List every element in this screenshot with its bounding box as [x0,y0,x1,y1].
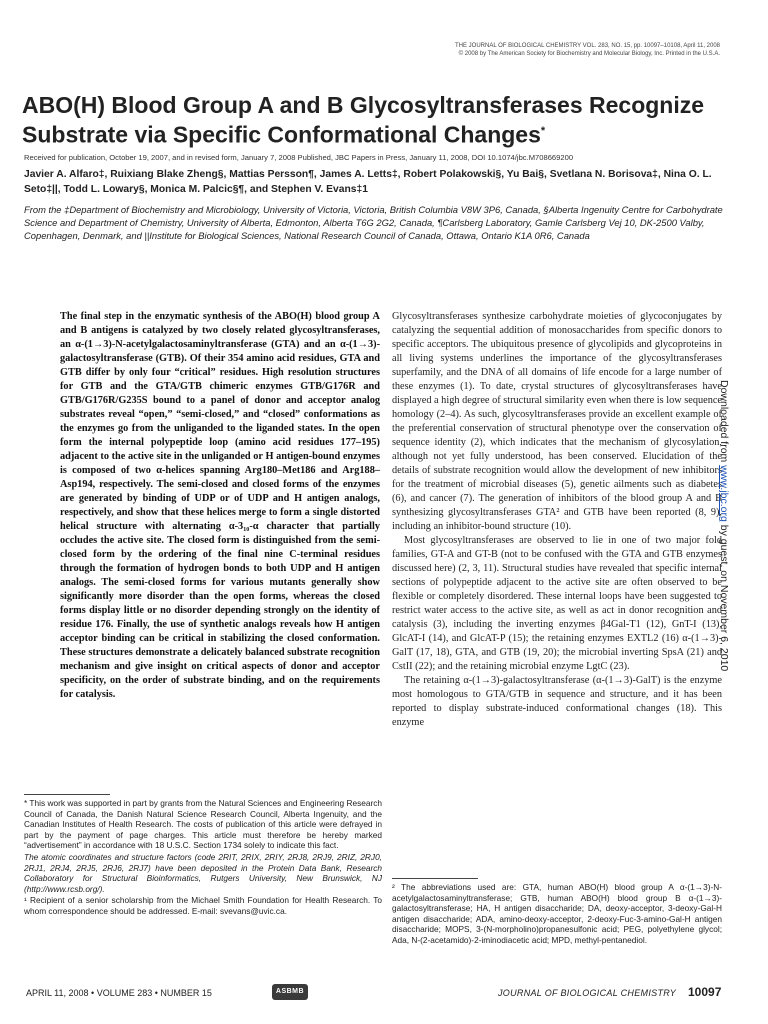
correspondence-footnote: ¹ Recipient of a senior scholarship from the Michael Smith Foundation for Health Research. To whom correspondence should be addressed. E-mail: svevans@uvic.ca. [24,895,382,916]
affiliations: From the ‡Department of Biochemistry and Microbiology, University of Victoria, Victoria, British Columbia V8W 3P6, Canada, §Alberta Ingenuity Centre for Carbohydrate Science and Department of Chemistry, University of Alberta, Edmonton, Alberta T6G 2G2, Canada, ¶Carlsberg Laboratory, Gamle Carlsberg Vej 10, DK-2500 Valby, Copenhagen, Denmark, and ||Institute for Biological Sciences, National Research Council of Canada, Ottawa, Ontario K1A 0R6, Canada [24,204,723,241]
title-footnote-mark: * [540,125,546,137]
coordinates-footnote: The atomic coordinates and structure factors (code 2RIT, 2RIX, 2RIY, 2RJ8, 2RJ9, 2RIZ, 2RJ0, 2RJ1, 2RJ4, 2RJ5, 2RJ6, 2RJ7) have been deposited in the Protein Data Bank, Research Collaboratory for Structural Bioinformatics, Rutgers University, New Brunswick, NJ (http://www.rcsb.org/). [24,851,382,894]
received-dates: Received for publication, October 19, 2007, and in revised form, January 7, 2008 Published, JBC Papers in Press, January 11, 2008, DOI 10.1074/jbc.M708669200 [24,153,574,162]
download-side-note [718,380,730,820]
journal-name: JOURNAL OF BIOLOGICAL CHEMISTRY [498,988,677,998]
download-prefix: Downloaded from [718,380,730,466]
abstract-text: The final step in the enzymatic synthesis of the ABO(H) blood group A and B antigens is catalyzed by two closely related glycosyltransferases, an α-(1→3)-N-acetylgalactosaminyltransferase (GTA) and an α-(1→3)-galactosyltransferase (GTB). Of their 354 amino acid residues, GTA and GTB differ by only four “critical” residues. High resolution structures for GTB and the GTA/GTB chimeric enzymes GTB/G176R and GTB/G176R/G235S bound to a panel of donor and acceptor analog substrates reveal “open,” “semi-closed,” and “closed” conformations as the enzymes go from the unliganded to the liganded states. In the open form the internal polypeptide loop (amino acid residues 177–195) adjacent to the active site in the unliganded or H antigen-bound enzymes is composed of two α-helices spanning Arg180–Met186 and Arg188–Asp194, respectively. The semi-closed and closed forms of the enzymes are generated by binding of UDP or of UDP and H antigen analogs, respectively, and show that these helices merge to form a single distorted helical structure with alternating α-3₁₀-α character that partially occludes the active site. The closed form is distinguished from the semi-closed form by the ordering of the final nine C-terminal residues through the formation of hydrogen bonds to both UDP and H antigen analogs. The semi-closed forms for various mutants generally show significantly more disorder than the open forms, whereas the closed forms display little or no disorder depending strongly on the identity of residue 176. Finally, the use of synthetic analogs reveals how H antigen acceptor binding can be critical in stabilizing the closed conformation. These structures demonstrate a delicately balanced substrate recognition mechanism and give insight on critical aspects of donor and acceptor specificity, on the order of substrate binding, and on the requirements for catalysis. [60,311,380,700]
abbreviations-footnote: ² The abbreviations used are: GTA, human ABO(H) blood group A α-(1→3)-N-acetylgalactosaminyltransferase; GTB, human ABO(H) blood group B α-(1→3)-galactosyltransferase; HA, H antigen disaccharide; DA, deoxy-acceptor, 3-deoxy-Gal-H antigen disaccharide; ADA, amino-deoxy-acceptor, 2-deoxy-Fuc-3-amino-Gal-H antigen disaccharide; MOPS, 3-(N-morpholino)propanesulfonic acid; PEG, polyethylene glycol; Ada, N-(2-acetamido)-2-iminodiacetic acid; MPD, methyl-pentanediol. [392,882,722,945]
journal-citation-line: THE JOURNAL OF BIOLOGICAL CHEMISTRY VOL. 283, NO. 15, pp. 10097–10108, April 11, 2008 [454,43,720,49]
author-list: Javier A. Alfaro‡, Ruixiang Blake Zheng§, Mattias Persson¶, James A. Letts‡, Robert Polakowski§, Yu Bai§, Svetlana N. Borisova‡, Nina O. L. Seto‡||, Todd L. Lowary§, Monica M. Palcic§¶, and Stephen V. Evans‡1 [24,169,712,195]
intro-paragraph-3: The retaining α-(1→3)-galactosyltransferase (α-(1→3)-GalT) is the enzyme most homologous to GTA/GTB in sequence and structure, and it has been reported to display substrate-induced conformational changes (18). This enzyme [392,675,722,728]
title-line-1: ABO(H) Blood Group A and B Glycosyltransferases Recognize [22,92,705,118]
running-header [455,42,720,58]
journal-site-link[interactable]: www.jbc.org [718,465,730,522]
issue-info: APRIL 11, 2008 • VOLUME 283 • NUMBER 15 [26,988,212,998]
page-number: 10097 [688,985,722,999]
publisher-logo: ASBMB [272,984,308,1000]
abstract [60,310,380,702]
download-suffix: by guest, on November 6, 2010 [718,521,730,672]
footnote-divider [24,794,110,795]
article-title [22,92,742,148]
title-line-2 [22,118,742,148]
footnote-divider-right [392,878,478,879]
intro-paragraph-1: Glycosyltransferases synthesize carbohydrate moieties of glycoconjugates by catalyzing the sequential addition of monosaccharides from specific donors to specific acceptors. The ubiquitous presence of glycolipids and glycoproteins in all living systems underlines the importance of the glycosyltransferases superfamily, and the DNA of all domains of life encode for a large number of these enzymes (1). To date, crystal structures of glycosyltransferases have displayed a high degree of structural similarity even when there is low sequence homology (2–4). As such, glycosyltransferases provide an excellent example of the preferential conservation of structural phenotype over the conservation of sequence identity (2), which indicates that the mechanism of glycosylation, although not yet fully understood, has been conserved. Elucidation of the details of substrate recognition would allow the development of new inhibitors for the treatment of microbial diseases (5), genetic ailments such as diabetes (6), and cancer (7). The generation of inhibitors of the blood group A and B synthesizing glycosyltransferases GTA² and GTB have been reported (8, 9), including an inhibitor-bound structure (10). [392,311,722,532]
footnotes-left [24,798,382,918]
introduction [392,310,722,730]
funding-footnote: * This work was supported in part by grants from the Natural Sciences and Engineering Research Council of Canada, the Danish Natural Science Research Council, Alberta Ingenuity, and the Canadian Institutes of Health Research. The costs of publication of this article were defrayed in part by the payment of page charges. This article must therefore be hereby marked “advertisement” in accordance with 18 U.S.C. Section 1734 solely to indicate this fact. [24,798,382,851]
copyright-line: © 2008 by The American Society for Biochemistry and Molecular Biology, Inc. Printed in the U.S.A. [458,51,720,57]
title-line-2-text: Substrate via Specific Conformational Changes [22,121,541,148]
intro-paragraph-2: Most glycosyltransferases are observed to lie in one of two major fold families, GT-A and GT-B (not to be confused with the GTA and GTB enzymes discussed here) (2, 3, 11). Structural studies have revealed that specific internal sections of polypeptide adjacent to the active site are often observed to be flexible or completely disordered. These internal loops have been suggested to restrict water access to the active site, as well as act in donor recognition and catalysis (3), including the inverting enzymes β4Gal-T1 (12), GnT-I (13), GlcAT-I (14), and GlcAT-P (15); the retaining enzymes EXTL2 (16) α-(1→3)-GalT (17, 18), GTA, and GTB (19, 20); the microbial inverting SpsA (21) and CstII (22); and the retaining microbial enzyme LgtC (23). [392,535,722,672]
